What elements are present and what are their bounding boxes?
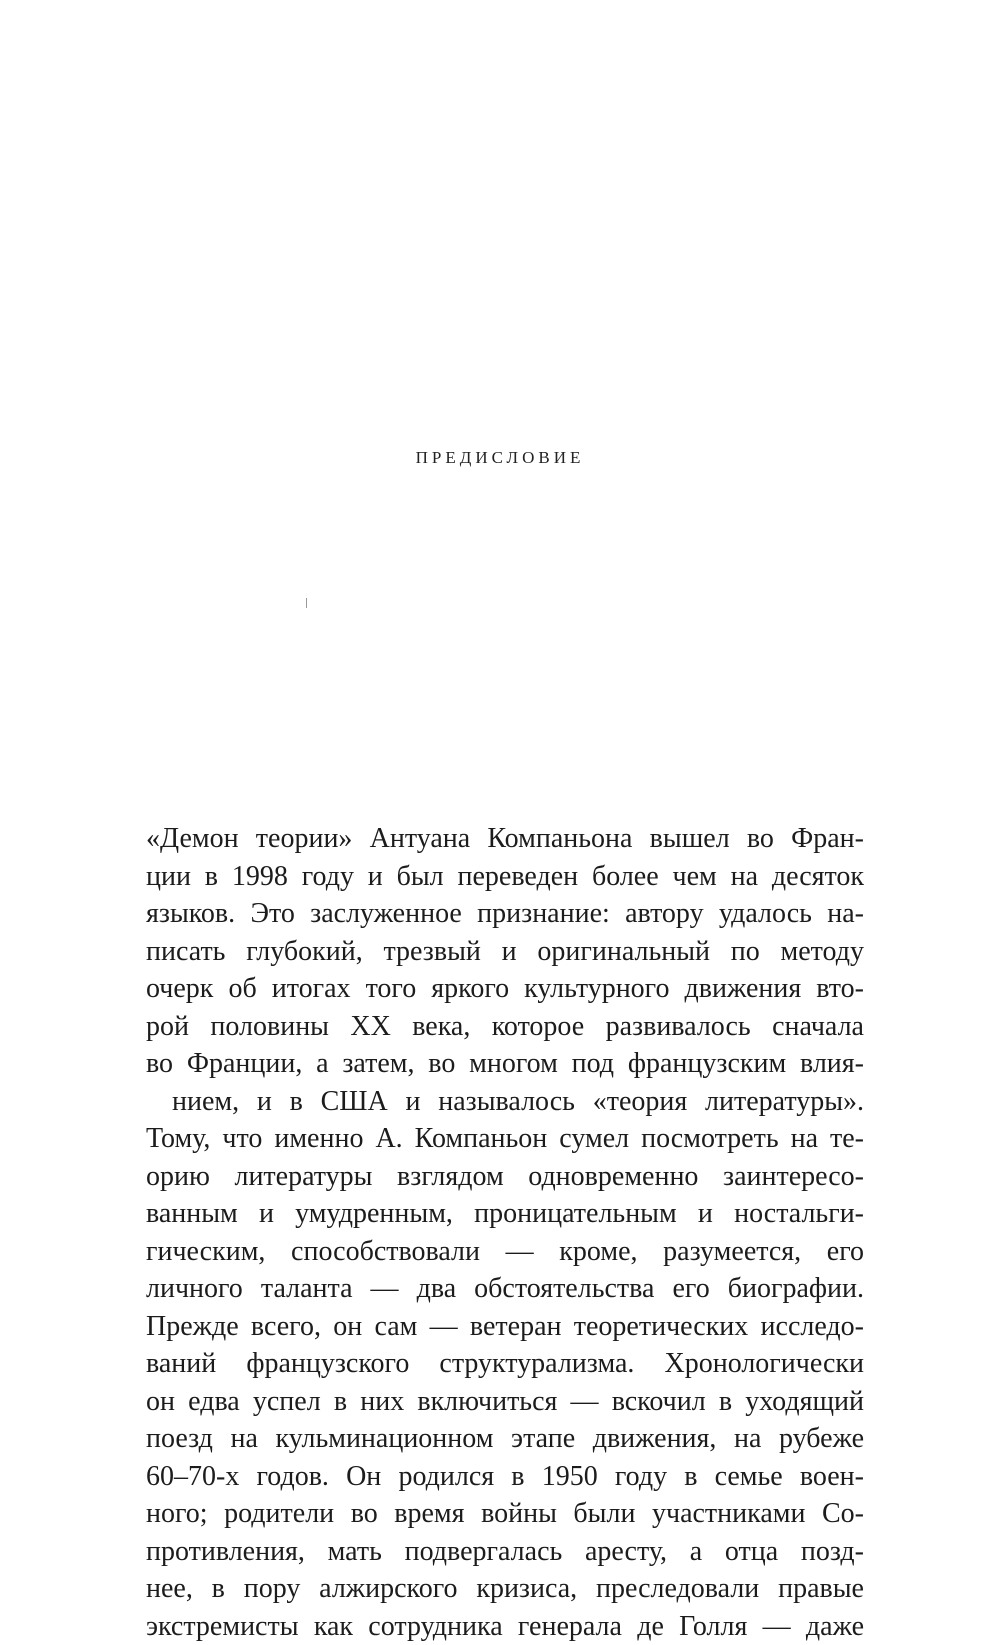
text-line: орию литературы взглядом одновременно заинтересо- [146,1158,864,1196]
text-line: экстремисты как сотрудника генерала де Голля — даже [146,1608,864,1645]
text-line: Прежде всего, он сам — ветеран теоретических исследо- [146,1308,864,1346]
body-text [146,820,864,1645]
text-line: ного; родители во время войны были участниками Со- [146,1495,864,1533]
text-line: Тому, что именно А. Компаньон сумел посмотреть на те- [146,1120,864,1158]
text-line: языков. Это заслуженное признание: автору удалось на- [146,895,864,933]
text-line: «Демон теории» Антуана Компаньона вышел во Фран- [146,820,864,858]
text-line: личного таланта — два обстоятельства его биографии. [146,1270,864,1308]
text-line: писать глубокий, трезвый и оригинальный по методу [146,933,864,971]
text-line: нее, в пору алжирского кризиса, преследовали правые [146,1570,864,1608]
text-line: гическим, способствовали — кроме, разумеется, его [146,1233,864,1271]
text-line: 60–70-х годов. Он родился в 1950 году в семье воен- [146,1458,864,1496]
chapter-title: ПРЕДИСЛОВИЕ [0,448,1000,468]
text-line: поезд на кульминационном этапе движения, на рубеже [146,1420,864,1458]
text-line: ванным и умудренным, проницательным и ностальги- [146,1195,864,1233]
text-line: он едва успел в них включиться — вскочил в уходящий [146,1383,864,1421]
text-line: ции в 1998 году и был переведен более чем на десяток [146,858,864,896]
text-line: нием, и в США и называлось «теория литературы». [146,1083,864,1121]
text-line: ваний французского структурализма. Хронологически [146,1345,864,1383]
text-line: рой половины XX века, которое развивалось сначала [146,1008,864,1046]
text-line: очерк об итогах того яркого культурного движения вто- [146,970,864,1008]
text-line: противления, мать подвергалась аресту, а отца позд- [146,1533,864,1571]
text-line: во Франции, а затем, во многом под французским влия- [146,1045,864,1083]
scan-speck [306,598,307,608]
